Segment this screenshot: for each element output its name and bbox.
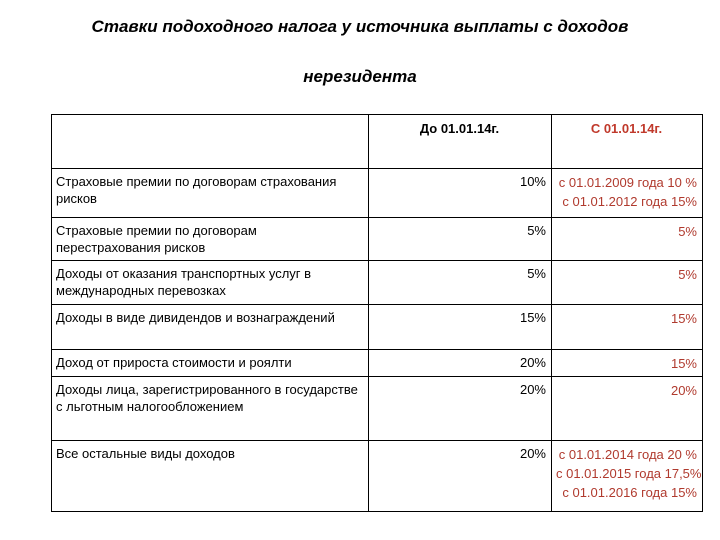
new-rate-line: 5% xyxy=(678,224,697,239)
new-rate-line: с 01.01.2009 года 10 % xyxy=(558,175,697,190)
table-row xyxy=(52,218,703,261)
income-type-label: Доходы от оказания транспортных услуг в международных перевозках xyxy=(52,261,369,305)
new-rate xyxy=(552,169,703,218)
table-row xyxy=(52,261,703,305)
table-row xyxy=(52,169,703,218)
new-rate xyxy=(552,218,703,261)
new-rate-line: 20% xyxy=(670,383,697,398)
page-title: Ставки подоходного налога у источника выплаты с доходов xyxy=(91,17,629,36)
old-rate: 5% xyxy=(369,218,552,261)
new-rate xyxy=(552,377,703,441)
income-type-label: Страховые премии по договорам страхования рисков xyxy=(52,169,369,218)
header-after-date: С 01.01.14г. xyxy=(552,115,703,169)
income-type-label: Доходы лица, зарегистрированного в государстве с льготным налогообложением xyxy=(52,377,369,441)
new-rate-line: 5% xyxy=(678,267,697,282)
table-row xyxy=(52,377,703,441)
table-row xyxy=(52,305,703,350)
new-rate xyxy=(552,350,703,377)
income-type-label: Доходы в виде дивидендов и вознаграждений xyxy=(52,305,369,350)
new-rate-line: с 01.01.2016 года 15% xyxy=(562,485,697,500)
new-rate-line: с 01.01.2012 года 15% xyxy=(562,194,697,209)
new-rate xyxy=(552,441,703,512)
tax-rates-table xyxy=(51,114,703,512)
new-rate-line: 15% xyxy=(670,311,697,326)
income-type-label: Доход от прироста стоимости и роялти xyxy=(52,350,369,377)
table-header-row xyxy=(52,115,703,169)
old-rate: 20% xyxy=(369,350,552,377)
header-before-date: До 01.01.14г. xyxy=(369,115,552,169)
page-title-line2: нерезидента xyxy=(303,67,417,86)
old-rate: 5% xyxy=(369,261,552,305)
old-rate: 10% xyxy=(369,169,552,218)
income-type-label: Страховые премии по договорам перестрахования рисков xyxy=(52,218,369,261)
table-row xyxy=(52,441,703,512)
old-rate: 20% xyxy=(369,441,552,512)
new-rate xyxy=(552,261,703,305)
old-rate: 20% xyxy=(369,377,552,441)
new-rate-line: с 01.01.2015 года 17,5% xyxy=(556,466,702,481)
new-rate-line: с 01.01.2014 года 20 % xyxy=(558,447,697,462)
new-rate xyxy=(552,305,703,350)
header-empty-cell xyxy=(52,115,369,169)
income-type-label: Все остальные виды доходов xyxy=(52,441,369,512)
old-rate: 15% xyxy=(369,305,552,350)
table-row xyxy=(52,350,703,377)
new-rate-line: 15% xyxy=(670,356,697,371)
